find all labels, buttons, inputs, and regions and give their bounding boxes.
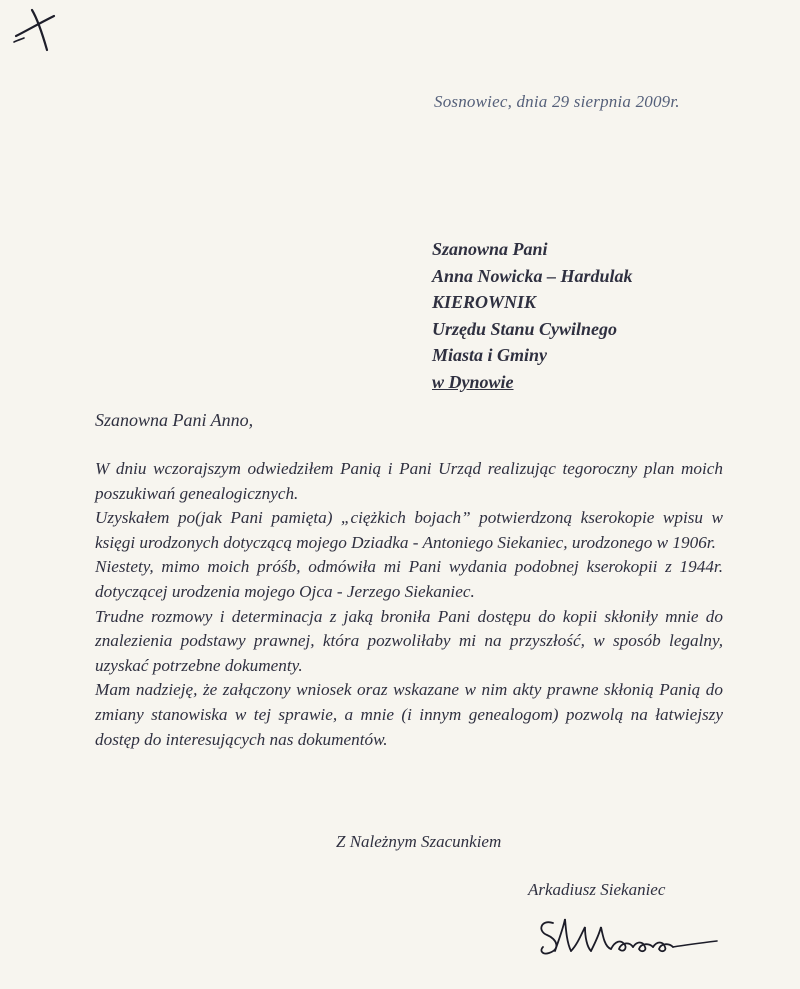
recipient-line: w Dynowie [432, 371, 514, 392]
body-paragraph: Trudne rozmowy i determinacja z jaką broniła Pani dostępu do kopii skłoniły mnie do znalezienia podstawy prawnej, która pozwoliłaby mi na przyszłość, w sposób legalny, uzyskać potrzebne dokumenty. [95, 606, 723, 675]
cross-mark-icon [10, 6, 60, 56]
letter-body [95, 457, 723, 752]
recipient-line: Miasta i Gminy [432, 345, 548, 365]
body-paragraph: Niestety, mimo moich próśb, odmówiła mi Pani wydania podobnej kserokopii z 1944r. dotyczącej urodzenia mojego Ojca - Jerzego Siekaniec. [95, 557, 723, 601]
recipient-address [432, 236, 633, 395]
body-paragraph: W dniu wczorajszym odwiedziłem Panią i Pani Urząd realizując tegoroczny plan moich poszukiwań genealogicznych. [95, 459, 723, 503]
signer-name: Arkadiusz Siekaniec [528, 880, 666, 899]
recipient-line: Urzędu Stanu Cywilnego [432, 318, 618, 339]
signature-icon [535, 905, 725, 965]
body-paragraph: Mam nadzieję, że załączony wniosek oraz wskazane w nim akty prawne skłonią Panią do zmiany stanowiska w tej sprawie, a mnie (i innym genealogom) pozwolą na łatwiejszy dostęp do interesujących nas dokumentów. [95, 680, 723, 749]
recipient-line: KIEROWNIK [432, 292, 537, 312]
recipient-line: Anna Nowicka – Hardulak [432, 265, 633, 286]
closing: Z Należnym Szacunkiem [336, 832, 502, 851]
body-paragraph: Uzyskałem po(jak Pani pamięta) „ciężkich bojach” potwierdzoną kserokopie wpisu w księgi urodzonych dotyczącą mojego Dziadka - Antoniego Siekaniec, urodzonego w 1906r. [95, 508, 723, 552]
place-date: Sosnowiec, dnia 29 sierpnia 2009r. [434, 92, 680, 111]
recipient-line: Szanowna Pani [432, 239, 548, 259]
salutation: Szanowna Pani Anno, [95, 410, 254, 430]
